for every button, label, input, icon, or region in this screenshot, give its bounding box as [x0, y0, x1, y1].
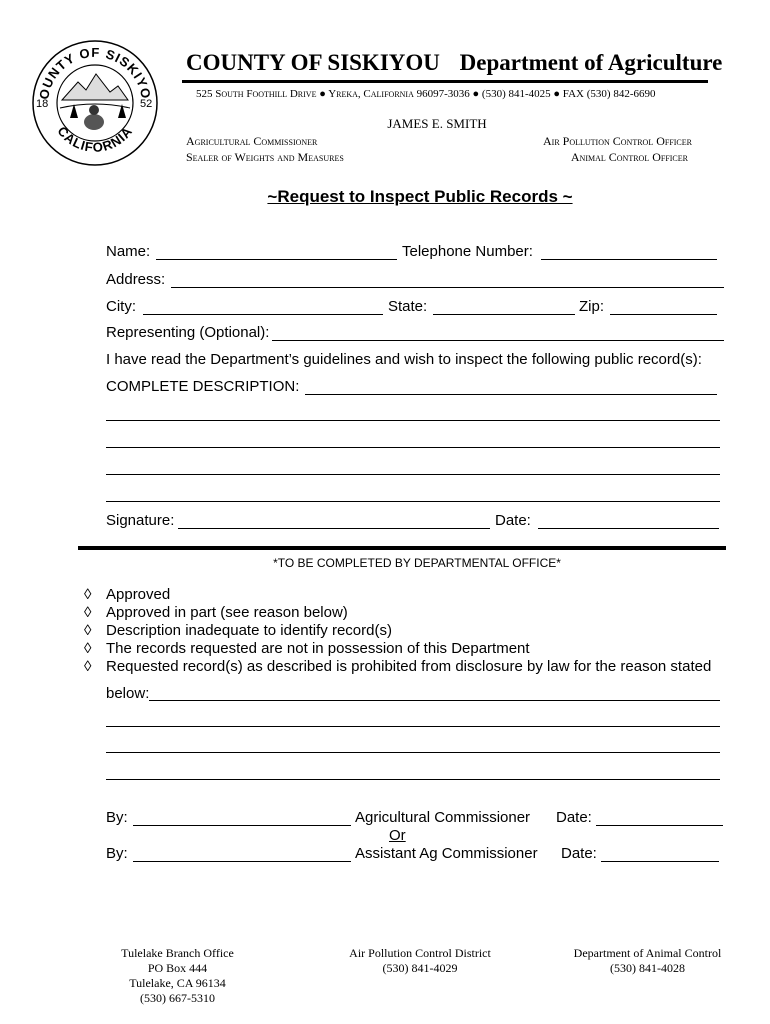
- zip-label: Zip:: [579, 298, 605, 315]
- diamond-icon: ◊: [84, 586, 92, 603]
- option-approved[interactable]: [84, 586, 170, 603]
- state-label: State:: [388, 298, 428, 315]
- option-label: Requested record(s) as described is prohibited from disclosure by law for the reason stated: [106, 658, 712, 675]
- seal-year-left: 18: [36, 98, 49, 110]
- footer-line: Tulelake Branch Office: [121, 946, 234, 960]
- description-field[interactable]: [305, 394, 717, 395]
- description-line[interactable]: [106, 447, 720, 448]
- ag-commissioner-label: Agricultural Commissioner: [355, 809, 531, 826]
- header-rule: [182, 80, 708, 83]
- office-heading: *TO BE COMPLETED BY DEPARTMENTAL OFFICE*: [273, 556, 561, 570]
- reason-field[interactable]: [149, 700, 720, 701]
- option-description-inadequate[interactable]: [84, 622, 392, 639]
- description-line[interactable]: [106, 420, 720, 421]
- county-seal: [30, 38, 160, 168]
- by-label: By:: [106, 845, 128, 862]
- title-agricultural-commissioner: Agricultural Commissioner: [186, 134, 318, 148]
- title-sealer: Sealer of Weights and Measures: [186, 150, 344, 164]
- seal-bottom-text: CALIFORNIA: [54, 123, 136, 156]
- representing-label: Representing (Optional):: [106, 324, 270, 341]
- reason-line[interactable]: [106, 752, 720, 753]
- seal-year-right: 52: [140, 98, 153, 110]
- title-air-pollution: Air Pollution Control Officer: [542, 134, 692, 148]
- department-name: Department of Agriculture: [459, 50, 723, 75]
- county-name: COUNTY OF SISKIYOU: [186, 50, 440, 75]
- footer-line: (530) 841-4028: [610, 961, 685, 975]
- description-line[interactable]: [106, 501, 720, 502]
- section-divider: [78, 546, 726, 550]
- city-label: City:: [106, 298, 136, 315]
- by-label: By:: [106, 809, 128, 826]
- zip-field[interactable]: [610, 314, 717, 315]
- below-label: below:: [106, 685, 150, 702]
- footer-line: Air Pollution Control District: [349, 946, 491, 960]
- address-label: Address:: [106, 271, 166, 288]
- date-label: Date:: [495, 512, 531, 529]
- footer-line: Department of Animal Control: [573, 946, 722, 960]
- commissioner-date-field[interactable]: [596, 825, 723, 826]
- option-label: Description inadequate to identify record(s): [106, 622, 392, 639]
- footer-line: (530) 841-4029: [382, 961, 458, 975]
- footer-air-pollution: [330, 946, 510, 976]
- city-field[interactable]: [143, 314, 383, 315]
- option-not-in-possession[interactable]: [84, 640, 530, 657]
- option-label: Approved: [106, 586, 171, 603]
- footer-tulelake: [100, 946, 255, 1006]
- telephone-field[interactable]: [541, 259, 717, 260]
- assistant-signature-field[interactable]: [133, 861, 351, 862]
- guidelines-statement: I have read the Department’s guidelines and wish to inspect the following public record(s):: [106, 351, 702, 368]
- option-approved-in-part[interactable]: [84, 604, 348, 621]
- assistant-date-field[interactable]: [601, 861, 719, 862]
- assistant-commissioner-label: Assistant Ag Commissioner: [355, 845, 538, 862]
- address-field[interactable]: [171, 287, 724, 288]
- or-text: Or: [389, 827, 406, 844]
- diamond-icon: ◊: [84, 640, 92, 657]
- seal-top-text: OUNTY OF SISKIYO: [36, 44, 154, 101]
- option-label: The records requested are not in possession of this Department: [106, 640, 530, 657]
- telephone-label: Telephone Number:: [402, 243, 533, 260]
- assistant-date-label: Date:: [561, 845, 597, 862]
- commissioner-date-label: Date:: [556, 809, 592, 826]
- option-prohibited[interactable]: [84, 658, 711, 675]
- name-label: Name:: [106, 243, 151, 260]
- footer-line: (530) 667-5310: [140, 991, 215, 1005]
- option-label: Approved in part (see reason below): [106, 604, 348, 621]
- official-name: JAMES E. SMITH: [387, 116, 487, 131]
- diamond-icon: ◊: [84, 604, 92, 621]
- mountain-icon: [62, 74, 128, 100]
- form-title: ~Request to Inspect Public Records ~: [267, 187, 573, 206]
- diamond-icon: ◊: [84, 622, 92, 639]
- footer-line: Tulelake, CA 96134: [129, 976, 226, 990]
- footer-line: PO Box 444: [147, 961, 208, 975]
- diamond-icon: ◊: [84, 658, 92, 675]
- name-field[interactable]: [156, 259, 397, 260]
- representing-field[interactable]: [272, 340, 724, 341]
- title-animal-control: Animal Control Officer: [570, 150, 688, 164]
- date-field[interactable]: [538, 528, 719, 529]
- department-address: 525 South Foothill Drive ● Yreka, California 96097-3036 ● (530) 841-4025 ● FAX (530) 842-6690: [196, 88, 656, 100]
- signature-label: Signature:: [106, 512, 175, 529]
- description-label: COMPLETE DESCRIPTION:: [106, 378, 300, 395]
- commissioner-signature-field[interactable]: [133, 825, 351, 826]
- description-line[interactable]: [106, 474, 720, 475]
- signature-field[interactable]: [178, 528, 490, 529]
- reason-line[interactable]: [106, 726, 720, 727]
- state-field[interactable]: [433, 314, 575, 315]
- reason-line[interactable]: [106, 779, 720, 780]
- footer-animal-control: [555, 946, 740, 976]
